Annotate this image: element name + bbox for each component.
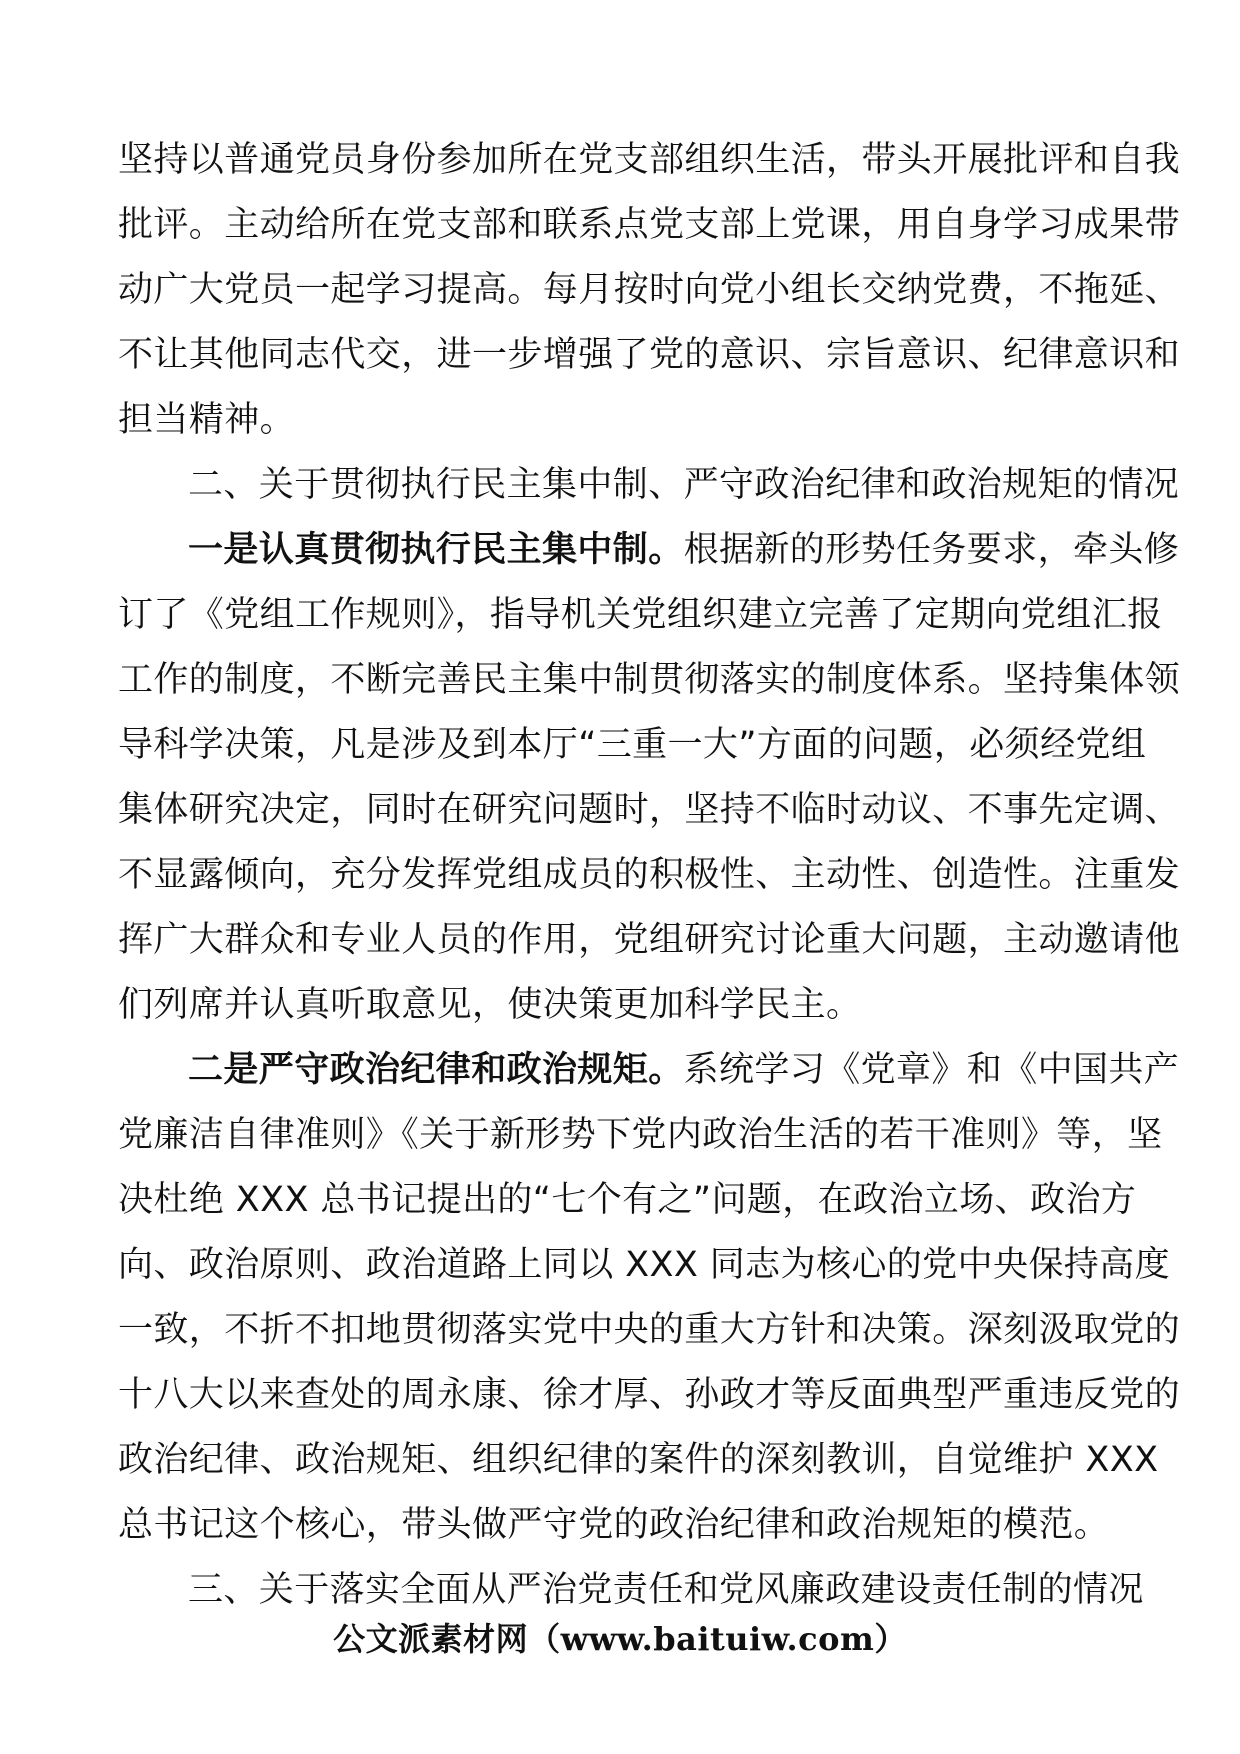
paragraph-text: 系统学习《党章》和《中国共产 — [683, 1050, 1180, 1090]
paragraph-line: 动广大党员一起学习提高。每月按时向党小组长交纳党费，不拖延、 — [118, 270, 1181, 310]
paragraph-line: 担当精神。 — [118, 400, 296, 440]
document-body — [118, 128, 1181, 1623]
paragraph-line: 不让其他同志代交，进一步增强了党的意识、宗旨意识、纪律意识和 — [118, 335, 1181, 375]
paragraph-line: 订了《党组工作规则》，指导机关党组织建立完善了定期向党组汇报 — [118, 595, 1163, 635]
paragraph-line: 向、政治原则、政治道路上同以 XXX 同志为核心的党中央保持高度 — [118, 1245, 1170, 1285]
section-heading-2: 二、关于贯彻执行民主集中制、严守政治纪律和政治规矩的情况 — [188, 465, 1180, 505]
paragraph-line: 党廉洁自律准则》《关于新形势下党内政治生活的若干准则》等，坚 — [118, 1115, 1163, 1155]
paragraph-line: 一致，不折不扣地贯彻落实党中央的重大方针和决策。深刻汲取党的 — [118, 1310, 1181, 1350]
paragraph-line: 导科学决策，凡是涉及到本厅“三重一大”方面的问题，必须经党组 — [118, 725, 1147, 765]
paragraph-line: 十八大以来查处的周永康、徐才厚、孙政才等反面典型严重违反党的 — [118, 1375, 1181, 1415]
paragraph-line: 们列席并认真听取意见，使决策更加科学民主。 — [118, 985, 862, 1025]
bold-lead-2: 二是严守政治纪律和政治规矩。 — [188, 1050, 684, 1090]
paragraph-line: 总书记这个核心，带头做严守党的政治纪律和政治规矩的模范。 — [118, 1505, 1110, 1545]
paragraph-line: 工作的制度，不断完善民主集中制贯彻落实的制度体系。坚持集体领 — [118, 660, 1181, 700]
section-heading-3: 三、关于落实全面从严治党责任和党风廉政建设责任制的情况 — [188, 1570, 1144, 1610]
paragraph-line: 不显露倾向，充分发挥党组成员的积极性、主动性、创造性。注重发 — [118, 855, 1181, 895]
paragraph-line: 政治纪律、政治规矩、组织纪律的案件的深刻教训，自觉维护 XXX — [118, 1440, 1159, 1480]
paragraph-line: 挥广大群众和专业人员的作用，党组研究讨论重大问题，主动邀请他 — [118, 920, 1181, 960]
paragraph-line: 集体研究决定，同时在研究问题时，坚持不临时动议、不事先定调、 — [118, 790, 1181, 830]
paragraph-text: 根据新的形势任务要求，牵头修 — [683, 530, 1180, 570]
footer-watermark: 公文派素材网（www.baituiw.com） — [333, 1620, 907, 1658]
paragraph-line-with-lead — [118, 1038, 1180, 1103]
paragraph-line: 批评。主动给所在党支部和联系点党支部上党课，用自身学习成果带 — [118, 205, 1181, 245]
bold-lead-1: 一是认真贯彻执行民主集中制。 — [188, 530, 684, 570]
paragraph-line: 决杜绝 XXX 总书记提出的“七个有之”问题，在政治立场、政治方 — [118, 1180, 1137, 1220]
paragraph-line-with-lead — [118, 518, 1180, 583]
paragraph-line: 坚持以普通党员身份参加所在党支部组织生活，带头开展批评和自我 — [118, 140, 1181, 180]
